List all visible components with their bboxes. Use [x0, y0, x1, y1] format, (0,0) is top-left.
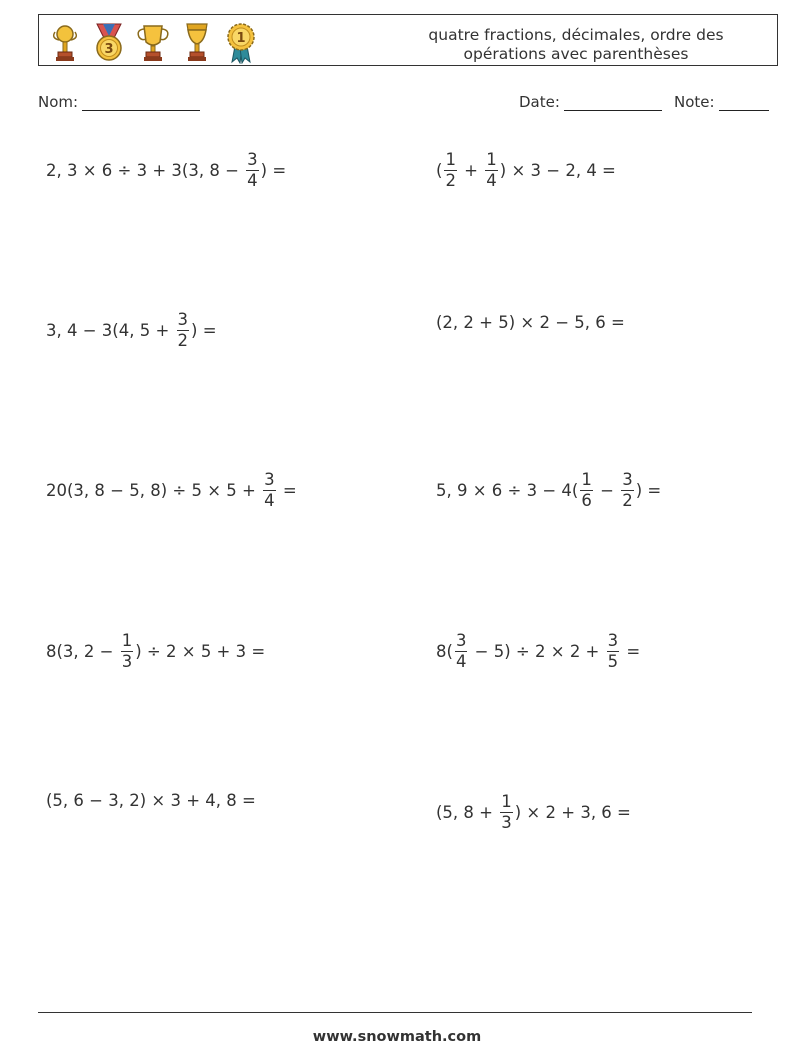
denominator: 2: [622, 490, 633, 510]
grade-field: [674, 93, 769, 111]
expression-text: ) =: [635, 480, 662, 500]
expression-text: 3, 4 − 3(4, 5 +: [46, 320, 175, 340]
name-field: [38, 93, 200, 111]
fraction: [607, 631, 620, 672]
denominator: 2: [445, 170, 456, 190]
expression-text: (2, 2 + 5) × 2 − 5, 6 =: [436, 312, 625, 332]
denominator: 4: [486, 170, 497, 190]
fraction: [263, 470, 276, 511]
denominator: 4: [247, 170, 258, 190]
problem-3: [46, 300, 217, 360]
expression-text: 20(3, 8 − 5, 8) ÷ 5 × 5 +: [46, 480, 262, 500]
denominator: 6: [581, 490, 592, 510]
numerator: 1: [445, 149, 456, 169]
worksheet-header: [38, 14, 778, 66]
date-field: [519, 93, 662, 111]
numerator: 3: [622, 469, 633, 489]
denominator: 4: [264, 490, 275, 510]
trophy-goblet-icon: [179, 20, 215, 64]
problem-1: [46, 140, 286, 200]
expression-text: 5, 9 × 6 ÷ 3 − 4(: [436, 480, 579, 500]
expression-text: (5, 8 +: [436, 802, 499, 822]
expression-text: −: [594, 480, 620, 500]
expression-text: ) =: [260, 160, 287, 180]
expression-text: (5, 6 − 3, 2) × 3 + 4, 8 =: [46, 790, 256, 810]
numerator: 3: [247, 149, 258, 169]
problem-6: [436, 460, 661, 520]
numerator: 1: [121, 630, 133, 650]
name-label: Nom:: [38, 93, 79, 111]
problem-9: [46, 770, 256, 830]
fraction: [246, 150, 259, 191]
footer-divider: [38, 1012, 752, 1013]
fraction: [177, 310, 190, 351]
denominator: 3: [121, 651, 133, 671]
svg-text:1: 1: [236, 31, 246, 46]
expression-text: 2, 3 × 6 ÷ 3 + 3(3, 8 −: [46, 160, 245, 180]
expression-text: ) =: [191, 320, 217, 340]
problem-4: [436, 292, 625, 352]
numerator: 3: [455, 630, 467, 650]
expression-text: +: [458, 160, 484, 180]
expression-text: =: [621, 641, 641, 661]
numerator: 1: [501, 791, 512, 811]
svg-text:3: 3: [104, 42, 114, 57]
grade-blank[interactable]: [719, 95, 769, 111]
fraction: [621, 470, 634, 511]
award-icons: [47, 20, 259, 64]
numerator: 1: [581, 469, 592, 489]
rosette-1-icon: [223, 20, 259, 64]
trophy-cup-icon: [135, 20, 171, 64]
fraction: [580, 470, 593, 511]
numerator: 3: [607, 630, 619, 650]
problem-2: [436, 140, 616, 200]
numerator: 1: [486, 149, 497, 169]
expression-text: ) × 2 + 3, 6 =: [514, 802, 631, 822]
denominator: 5: [607, 651, 619, 671]
date-label: Date:: [519, 93, 560, 111]
medal-3-icon: [91, 20, 127, 64]
worksheet-title: quatre fractions, décimales, ordre des opérations avec parenthèses: [428, 26, 724, 63]
fraction: [485, 150, 498, 191]
name-blank[interactable]: [82, 95, 200, 111]
fraction: [121, 631, 134, 672]
fraction: [455, 631, 468, 672]
expression-text: =: [277, 480, 297, 500]
expression-text: (: [436, 160, 443, 180]
problem-8: [436, 621, 640, 681]
denominator: 3: [501, 812, 512, 832]
expression-text: ) × 3 − 2, 4 =: [499, 160, 616, 180]
grade-label: Note:: [674, 93, 715, 111]
problem-10: [436, 782, 631, 842]
fraction: [500, 792, 513, 833]
expression-text: 8(: [436, 641, 453, 661]
expression-text: − 5) ÷ 2 × 2 +: [469, 641, 605, 661]
fraction: [444, 150, 457, 191]
denominator: 2: [177, 330, 189, 350]
numerator: 3: [264, 469, 275, 489]
numerator: 3: [177, 309, 189, 329]
denominator: 4: [455, 651, 467, 671]
expression-text: 8(3, 2 −: [46, 641, 119, 661]
footer-url: www.snowmath.com: [312, 1029, 482, 1045]
problem-7: [46, 621, 265, 681]
expression-text: ) ÷ 2 × 5 + 3 =: [135, 641, 266, 661]
date-blank[interactable]: [564, 95, 662, 111]
problem-5: [46, 460, 297, 520]
trophy-ribbon-icon: [47, 20, 83, 64]
